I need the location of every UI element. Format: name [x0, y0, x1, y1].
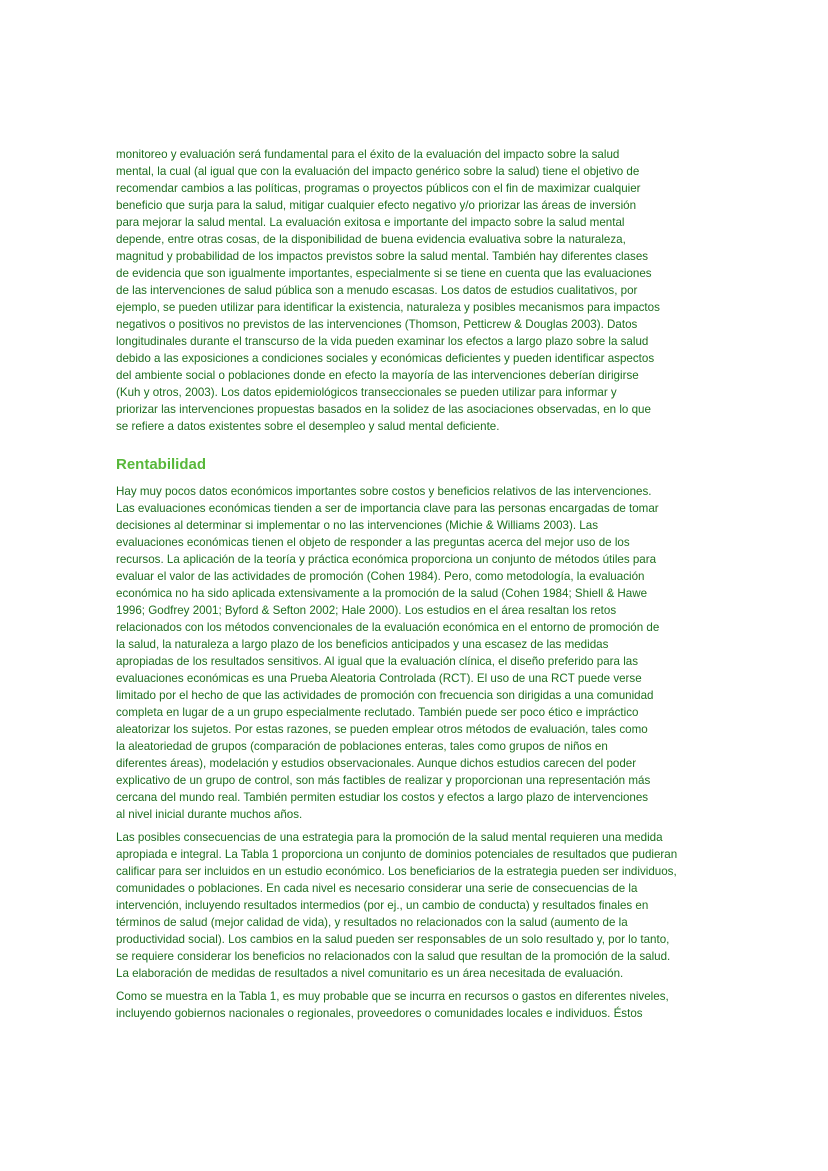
- text-line: al nivel inicial durante muchos años.: [116, 808, 303, 821]
- text-line: priorizar las intervenciones propuestas basados en la solidez de las asociaciones observadas, en lo que: [116, 403, 651, 416]
- text-line: económica no ha sido aplicada extensivamente a la promoción de la salud (Cohen 1984; Shiell & Hawe: [116, 587, 648, 600]
- text-line: debido a las exposiciones a condiciones sociales y económicas deficientes y pueden identificar aspectos: [116, 352, 655, 365]
- text-line: incluyendo gobiernos nacionales o regionales, proveedores o comunidades locales e individuos. Éstos: [116, 1007, 643, 1020]
- text-line: términos de salud (mejor calidad de vida), y resultados no relacionados con la salud (aumento de la: [116, 916, 628, 929]
- text-line: comunidades o poblaciones. En cada nivel es necesario considerar una serie de consecuencias de la: [116, 882, 638, 895]
- text-line: ejemplo, se pueden utilizar para identificar la existencia, naturaleza y posibles mecanismos para impactos: [116, 301, 660, 314]
- text-line: calificar para ser incluidos en un estudio económico. Los beneficiarios de la estrategia pueden ser individuos,: [116, 865, 677, 878]
- text-line: La elaboración de medidas de resultados a nivel comunitario es un área necesitada de evaluación.: [116, 967, 624, 980]
- text-line: evaluar el valor de las actividades de promoción (Cohen 1984). Pero, como metodología, la evaluación: [116, 570, 645, 583]
- paragraph-consequences: [116, 829, 714, 982]
- text-line: 1996; Godfrey 2001; Byford & Sefton 2002; Hale 2000). Los estudios en el área resaltan los retos: [116, 604, 617, 617]
- text-line: completa en lugar de a un grupo especialmente reclutado. También puede ser poco ético e impráctico: [116, 706, 639, 719]
- text-line: decisiones al determinar si implementar o no las intervenciones (Michie & Williams 2003). Las: [116, 519, 598, 532]
- section-heading: Rentabilidad: [116, 456, 207, 473]
- text-line: recursos. La aplicación de la teoría y práctica económica proporciona un conjunto de métodos útiles para: [116, 553, 657, 566]
- text-line: intervención, incluyendo resultados intermedios (por ej., un cambio de conducta) y resultados finales en: [116, 899, 649, 912]
- text-line: limitado por el hecho de que las actividades de promoción con frecuencia son dirigidas a una comunidad: [116, 689, 654, 702]
- text-line: evaluaciones económicas es una Prueba Aleatoria Controlada (RCT). El uso de una RCT puede verse: [116, 672, 642, 685]
- text-line: magnitud y probabilidad de los impactos previstos sobre la salud mental. También hay diferentes clases: [116, 250, 649, 263]
- text-line: negativos o positivos no previstos de las intervenciones (Thomson, Petticrew & Douglas 2003). Datos: [116, 318, 638, 331]
- text-line: Como se muestra en la Tabla 1, es muy probable que se incurra en recursos o gastos en diferentes niveles,: [116, 990, 669, 1003]
- text-line: evaluaciones económicas tienen el objeto de responder a las preguntas acerca del mejor uso de los: [116, 536, 630, 549]
- text-line: (Kuh y otros, 2003). Los datos epidemiológicos transeccionales se pueden utilizar para informar y: [116, 386, 617, 399]
- text-line: de evidencia que son igualmente importantes, especialmente si se tiene en cuenta que las evaluaciones: [116, 267, 652, 280]
- text-line: de las intervenciones de salud pública son a menudo escasas. Los datos de estudios cualitativos, por: [116, 284, 638, 297]
- paragraph-cost-effectiveness: [116, 483, 714, 823]
- text-line: apropiada e integral. La Tabla 1 proporciona un conjunto de dominios potenciales de resultados que pudieran: [116, 848, 678, 861]
- text-line: longitudinales durante el transcurso de la vida pueden examinar los efectos a largo plazo sobre la salud: [116, 335, 649, 348]
- text-line: aleatorizar los sujetos. Por estas razones, se pueden emplear otros métodos de evaluación, tales como: [116, 723, 648, 736]
- text-line: se requiere considerar los beneficios no relacionados con la salud que resultan de la promoción de la salud.: [116, 950, 671, 963]
- paragraph-resources: [116, 988, 714, 1022]
- text-line: relacionados con los métodos convencionales de la evaluación económica en el entorno de promoción de: [116, 621, 660, 634]
- text-line: para mejorar la salud mental. La evaluación exitosa e importante del impacto sobre la salud mental: [116, 216, 625, 229]
- text-line: Las posibles consecuencias de una estrategia para la promoción de la salud mental requieren una medida: [116, 831, 663, 844]
- text-line: diferentes áreas), modelación y estudios observacionales. Aunque dichos estudios carecen del poder: [116, 757, 637, 770]
- text-line: apropiadas de los resultados sensitivos. Al igual que la evaluación clínica, el diseño preferido para las: [116, 655, 639, 668]
- text-line: cercana del mundo real. También permiten estudiar los costos y efectos a largo plazo de intervenciones: [116, 791, 649, 804]
- text-line: del ambiente social o poblaciones donde en efecto la mayoría de las intervenciones deberían dirigirse: [116, 369, 639, 382]
- text-line: la salud, la naturaleza a largo plazo de los beneficios anticipados y una escasez de las medidas: [116, 638, 609, 651]
- text-line: beneficio que surja para la salud, mitigar cualquier efecto negativo y/o priorizar las áreas de inversión: [116, 199, 637, 212]
- text-line: mental, la cual (al igual que con la evaluación del impacto genérico sobre la salud) tiene el objetivo de: [116, 165, 640, 178]
- text-line: productividad social). Los cambios en la salud pueden ser responsables de un solo resultado y, por lo tanto,: [116, 933, 670, 946]
- text-line: explicativo de un grupo de control, son más factibles de realizar y proporcionan una representación más: [116, 774, 651, 787]
- paragraph-evidence: [116, 146, 714, 435]
- text-line: Las evaluaciones económicas tienden a ser de importancia clave para las personas encargadas de tomar: [116, 502, 659, 515]
- document-body: [116, 146, 714, 1022]
- text-line: la aleatoriedad de grupos (comparación de poblaciones enteras, tales como grupos de niños en: [116, 740, 608, 753]
- text-line: se refiere a datos existentes sobre el desempleo y salud mental deficiente.: [116, 420, 500, 433]
- text-line: depende, entre otras cosas, de la disponibilidad de buena evidencia evaluativa sobre la naturaleza,: [116, 233, 626, 246]
- text-line: Hay muy pocos datos económicos importantes sobre costos y beneficios relativos de las intervenciones.: [116, 485, 652, 498]
- text-line: recomendar cambios a las políticas, programas o proyectos públicos con el fin de maximizar cualquier: [116, 182, 641, 195]
- text-line: monitoreo y evaluación será fundamental para el éxito de la evaluación del impacto sobre la salud: [116, 148, 620, 161]
